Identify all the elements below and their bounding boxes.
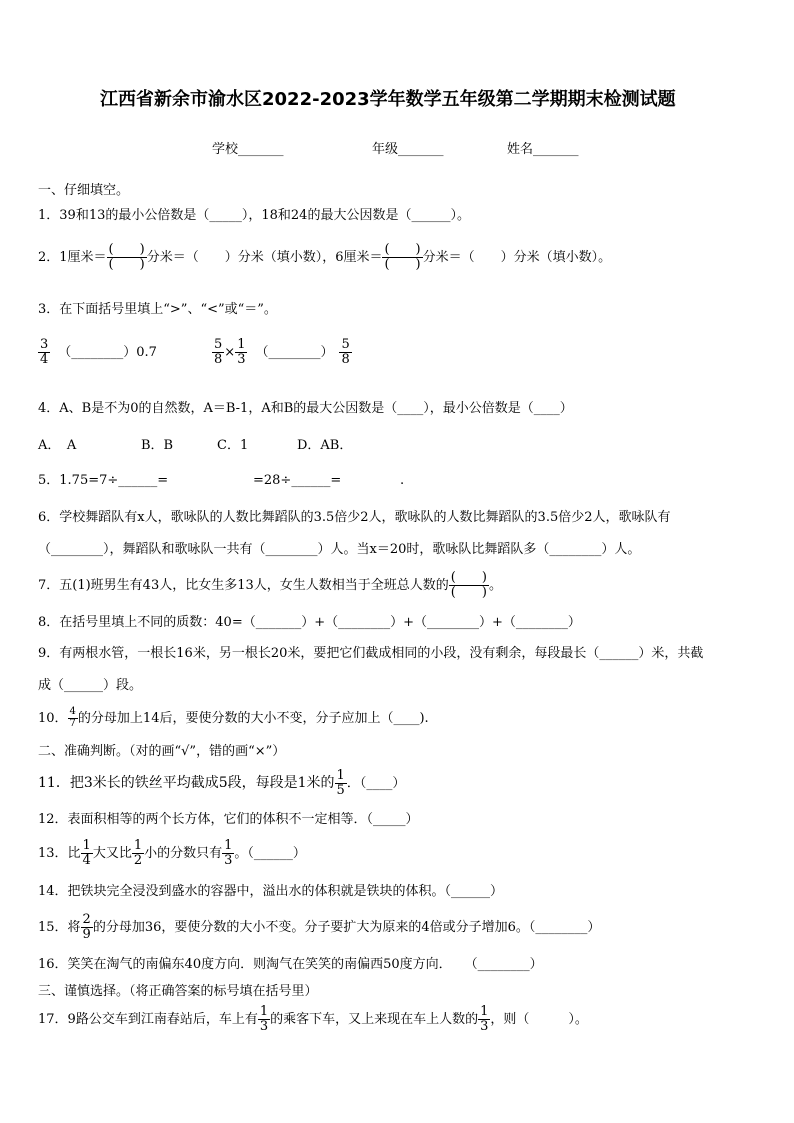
section-heading-3: 三、谨慎选择。（将正确答案的标号填在括号里） (38, 984, 318, 999)
q7-fraction-blank[interactable] (449, 571, 489, 599)
q13-text-c: 小的分数只有 (144, 845, 223, 861)
question-2 (38, 243, 611, 271)
denominator: 5 (336, 782, 345, 798)
q2-text-a: 2．1厘米＝ (38, 249, 107, 265)
fraction-1-2 (132, 839, 144, 867)
page-title: 江西省新余市渝水区2022-2023学年数学五年级第二学期期末检测试题 (100, 89, 676, 110)
denominator: 3 (480, 1018, 489, 1034)
question-17 (38, 1005, 588, 1033)
q17-text-c: ，则（ ）。 (490, 1011, 588, 1027)
q3-blank-2[interactable]: （________） (255, 344, 334, 360)
numerator: 3 (40, 337, 49, 352)
q15-text-a: 15．将 (38, 919, 81, 935)
numerator: 1 (259, 1004, 269, 1019)
fraction-1-5 (335, 769, 347, 797)
fraction-3-4 (38, 338, 50, 366)
question-6-line-2: （________），舞蹈队和歌咏队一共有（________）人。当x＝20时，歌咏队比舞蹈队多（________）人。 (38, 542, 641, 557)
school-field[interactable]: 学校_______ (212, 142, 284, 157)
question-5-part-c: . (400, 473, 405, 488)
denominator: 3 (259, 1018, 269, 1034)
numerator: 5 (341, 337, 350, 352)
q7-end: 。 (488, 577, 502, 593)
denominator: 4 (82, 852, 91, 868)
q10-number: 10． (38, 710, 68, 726)
numerator: 2 (82, 912, 91, 927)
fraction-denominator-blank[interactable]: ( ) (450, 584, 487, 600)
fraction-numerator-blank[interactable]: ( ) (108, 242, 145, 257)
q13-text-a: 13．比 (38, 845, 81, 861)
q2-text-c: 分米＝（ ）分米（填小数）。 (422, 249, 612, 265)
denominator: 3 (224, 852, 233, 868)
grade-field[interactable]: 年级_______ (372, 142, 444, 157)
denominator: 9 (82, 926, 91, 942)
question-6-line-1: 6．学校舞蹈队有x人，歌咏队的人数比舞蹈队的3.5倍少2人，歌咏队的人数比舞蹈队的3.5倍少2人，歌咏队有 (38, 510, 671, 525)
question-11 (38, 769, 405, 797)
denominator: 3 (237, 351, 246, 367)
q10-text: 的分母加上14后，要使分数的大小不变，分子应加上（____). (77, 710, 429, 726)
question-13 (38, 839, 306, 867)
q15-text-b: 的分母加36，要使分数的大小不变。分子要扩大为原来的4倍或分子增加6。（________） (92, 919, 601, 935)
question-4: 4．A、B是不为0的自然数，A＝B-1，A和B的最大公因数是（____），最小公倍数是（____） (38, 401, 573, 416)
q3-compare-2 (212, 338, 352, 366)
question-8: 8．在括号里填上不同的质数：40=（_______）+（________）+（________）+（________） (38, 615, 581, 630)
fraction-1-3-b (478, 1005, 490, 1033)
fraction-1-3-a (258, 1005, 270, 1033)
q11-text: 11．把3米长的铁丝平均截成5段，每段是1米的 (38, 775, 335, 792)
numerator: 1 (224, 838, 233, 853)
fraction-denominator-blank[interactable]: ( ) (384, 256, 421, 272)
fraction-5-8-right (339, 338, 351, 366)
denominator: 7 (69, 717, 76, 729)
fraction-4-7 (68, 707, 78, 729)
question-10 (38, 707, 429, 729)
q2-text-b: 分米＝（ ）分米（填小数），6厘米＝ (146, 249, 383, 265)
denominator: 8 (341, 351, 350, 367)
question-5-part-b: =28÷______= (253, 473, 342, 488)
q11-end: ．（____） (346, 775, 406, 791)
q4-option-a[interactable]: A． A (38, 438, 77, 453)
fraction-numerator-blank[interactable]: ( ) (450, 570, 487, 585)
denominator: 4 (40, 351, 49, 367)
question-5-part-a: 5．1.75=7÷______= (38, 473, 169, 488)
numerator: 5 (214, 337, 223, 352)
q4-option-d[interactable]: D．AB． (297, 438, 353, 453)
question-16: 16．笑笑在淘气的南偏东40度方向．则淘气在笑笑的南偏西50度方向． （________） (38, 957, 543, 972)
q13-text-b: 大又比 (92, 845, 132, 861)
question-14: 14．把铁块完全浸没到盛水的容器中，溢出水的体积就是铁块的体积。（______） (38, 884, 504, 899)
name-field[interactable]: 姓名_______ (507, 142, 579, 157)
numerator: 4 (69, 706, 76, 717)
numerator: 1 (133, 838, 143, 853)
q3-blank-1[interactable]: （________）0.7 (58, 344, 157, 360)
question-1: 1．39和13的最小公倍数是（_____），18和24的最大公因数是（______）。 (38, 208, 470, 223)
question-15 (38, 913, 600, 941)
q2-fraction-2[interactable] (382, 243, 422, 271)
section-heading-1: 一、仔细填空。 (38, 183, 130, 198)
q13-end: 。（______） (234, 845, 306, 861)
question-12: 12．表面积相等的两个长方体，它们的体积不一定相等．（_____） (38, 812, 419, 827)
numerator: 1 (480, 1004, 489, 1019)
question-9-line-1: 9．有两根水管，一根长16米，另一根长20米，要把它们截成相同的小段，没有剩余，每段最长（______）米，共截 (38, 646, 704, 661)
q4-option-c[interactable]: C．1 (217, 438, 249, 453)
fraction-1-4 (81, 839, 93, 867)
fraction-numerator-blank[interactable]: ( ) (384, 242, 421, 257)
fraction-2-9 (81, 913, 93, 941)
fraction-1-3 (222, 839, 234, 867)
question-9-line-2: 成（______）段。 (38, 678, 143, 693)
question-3: 3．在下面括号里填上“>”、“<”或“＝”。 (38, 302, 277, 317)
q17-text-b: 的乘客下车，又上来现在车上人数的 (270, 1011, 479, 1027)
denominator: 8 (214, 351, 223, 367)
fraction-denominator-blank[interactable]: ( ) (108, 256, 145, 272)
section-heading-2: 二、准确判断。（对的画“√”，错的画“×”） (38, 744, 286, 759)
numerator: 1 (336, 768, 345, 783)
numerator: 1 (237, 337, 246, 352)
question-7 (38, 571, 502, 599)
denominator: 2 (133, 852, 143, 868)
q3-compare-1 (38, 338, 157, 366)
q4-option-b[interactable]: B．B (141, 438, 174, 453)
q2-fraction-1[interactable] (107, 243, 147, 271)
q17-text-a: 17．9路公交车到江南春站后，车上有 (38, 1011, 258, 1027)
numerator: 1 (82, 838, 91, 853)
q7-text: 7．五(1)班男生有43人，比女生多13人，女生人数相当于全班总人数的 (38, 577, 449, 593)
fraction-5-8 (212, 338, 224, 366)
fraction-1-3 (235, 338, 247, 366)
times-sign: × (224, 344, 236, 360)
